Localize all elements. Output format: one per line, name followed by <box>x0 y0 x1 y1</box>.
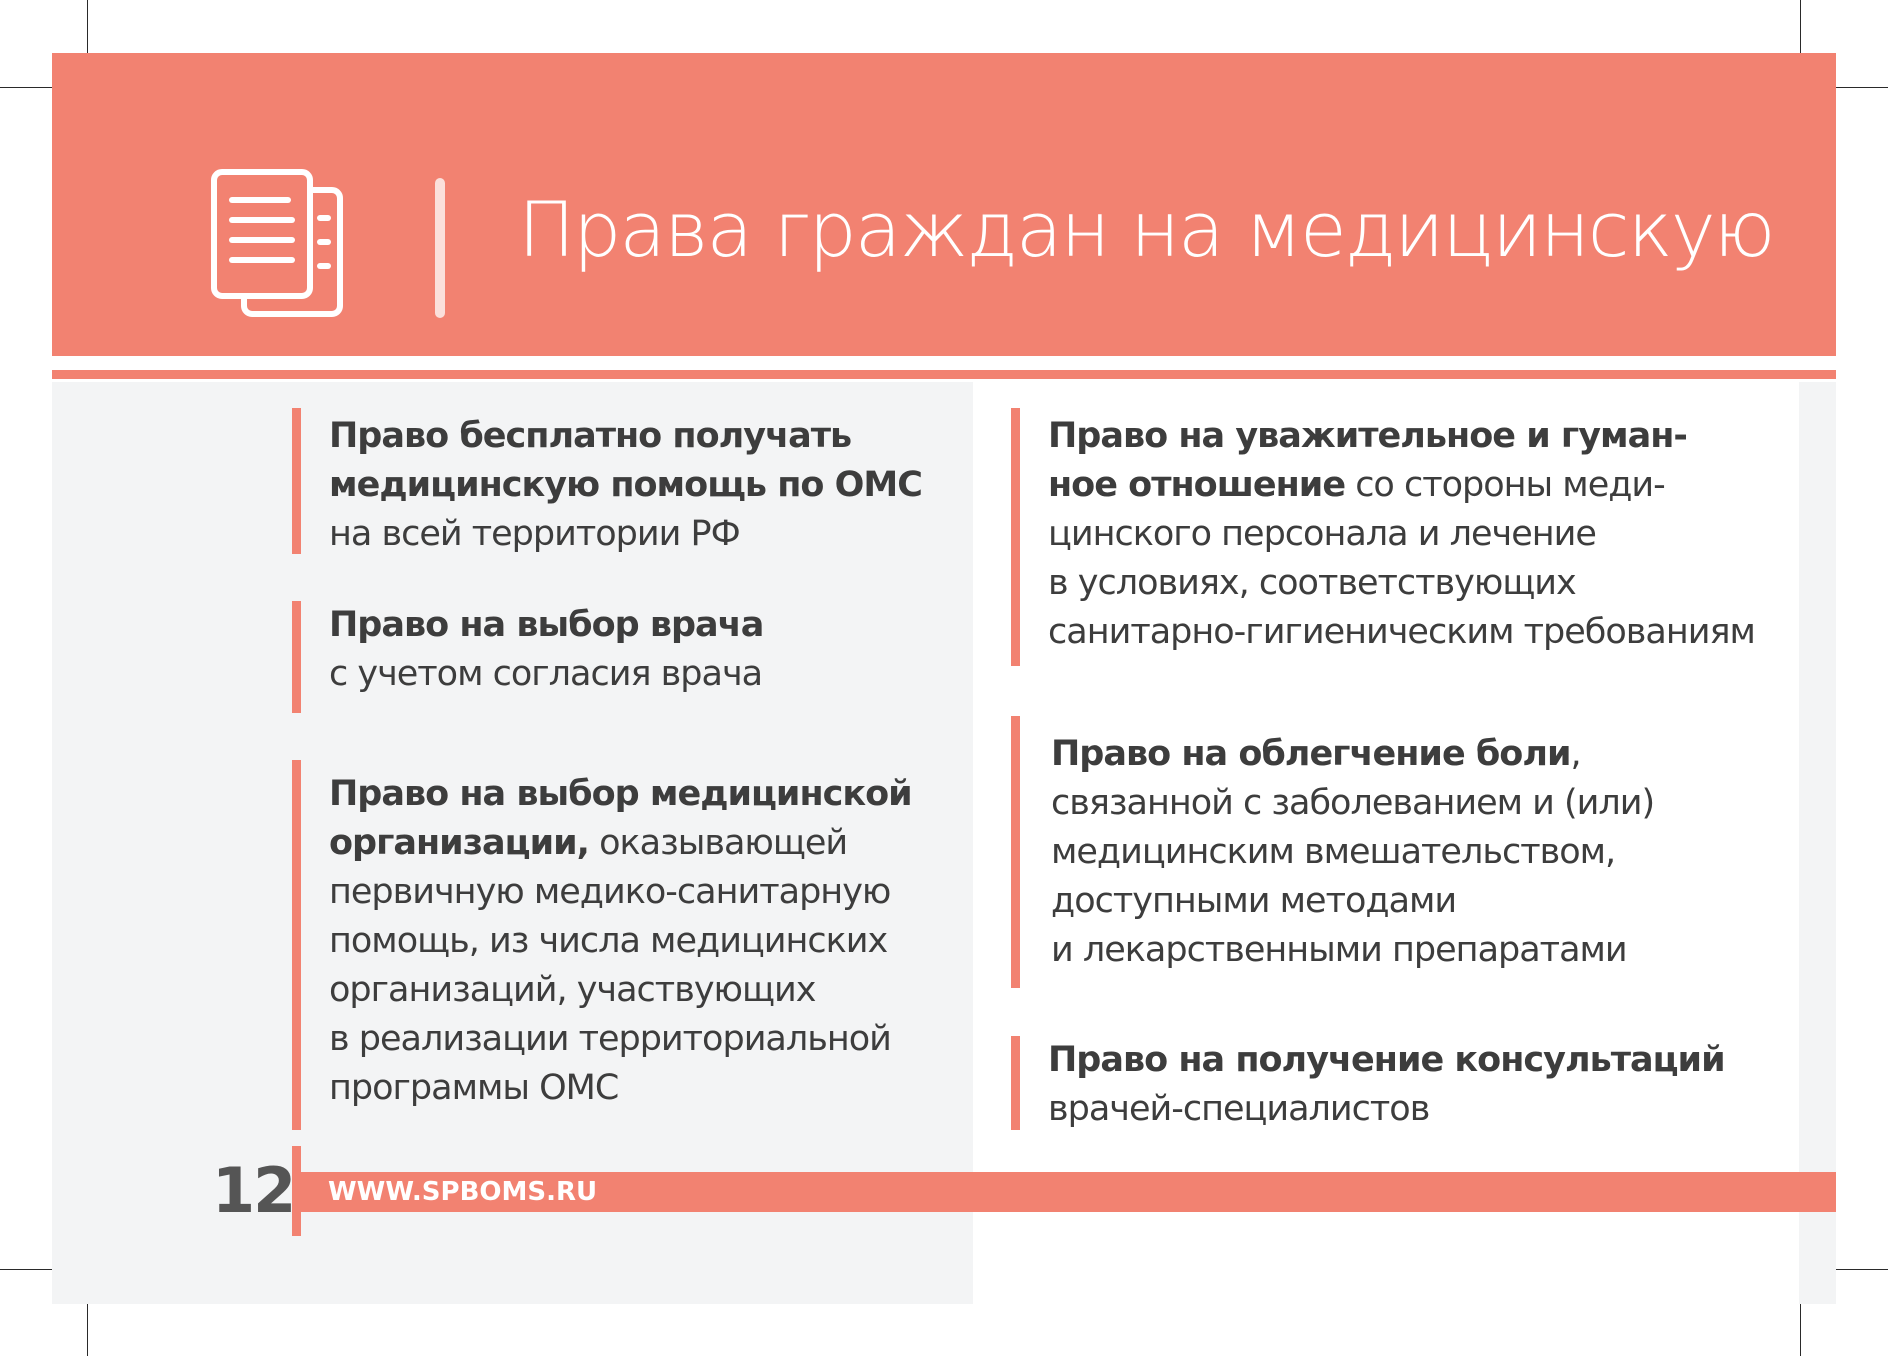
documents-icon <box>210 168 346 320</box>
item-text <box>329 412 1049 559</box>
item-body: оказывающей первичную медико-санитарную помощь, из числа медицинских организаций, участвующих в реализации территориальной программы ОМС <box>329 823 891 1108</box>
item-text <box>1048 412 1828 657</box>
footer-url-link[interactable]: WWW.SPBOMS.RU <box>328 1177 598 1207</box>
header-divider <box>435 178 445 318</box>
accent-bar <box>1011 1036 1020 1130</box>
item-body: врачей-специалистов <box>1048 1089 1430 1129</box>
page-number: 12 <box>212 1154 295 1227</box>
item-heading: Право на уважительное и гуман- ное отношение <box>1048 416 1687 505</box>
item-heading: Право бесплатно получать медицинскую помощь по ОМС <box>329 416 922 505</box>
item-body: , связанной с заболеванием и (или) медицинским вмешательством, доступными методами и лекарственными препаратами <box>1051 734 1655 970</box>
accent-bar <box>292 601 301 713</box>
item-heading: Право на облегчение боли <box>1051 734 1571 774</box>
header-rule <box>52 370 1836 379</box>
item-body: на всей территории РФ <box>329 514 740 554</box>
item-body: с учетом согласия врача <box>329 654 763 694</box>
item-text <box>1051 730 1791 975</box>
item-text <box>329 601 1049 699</box>
accent-bar <box>292 408 301 554</box>
item-body: со стороны меди- цинского персонала и лечение в условиях, соответствующих санитарно-гигиеническим требованиям <box>1048 465 1755 652</box>
item-heading: Право на выбор врача <box>329 605 764 645</box>
accent-bar <box>1011 716 1020 988</box>
page-title: Права граждан на медицинскую <box>518 185 1774 274</box>
item-heading: Право на выбор медицинской организации, <box>329 774 912 863</box>
accent-bar <box>292 760 301 1130</box>
item-text <box>1048 1036 1828 1134</box>
accent-bar <box>1011 408 1020 666</box>
item-heading: Право на получение консультаций <box>1048 1040 1725 1080</box>
item-text <box>329 770 1049 1113</box>
